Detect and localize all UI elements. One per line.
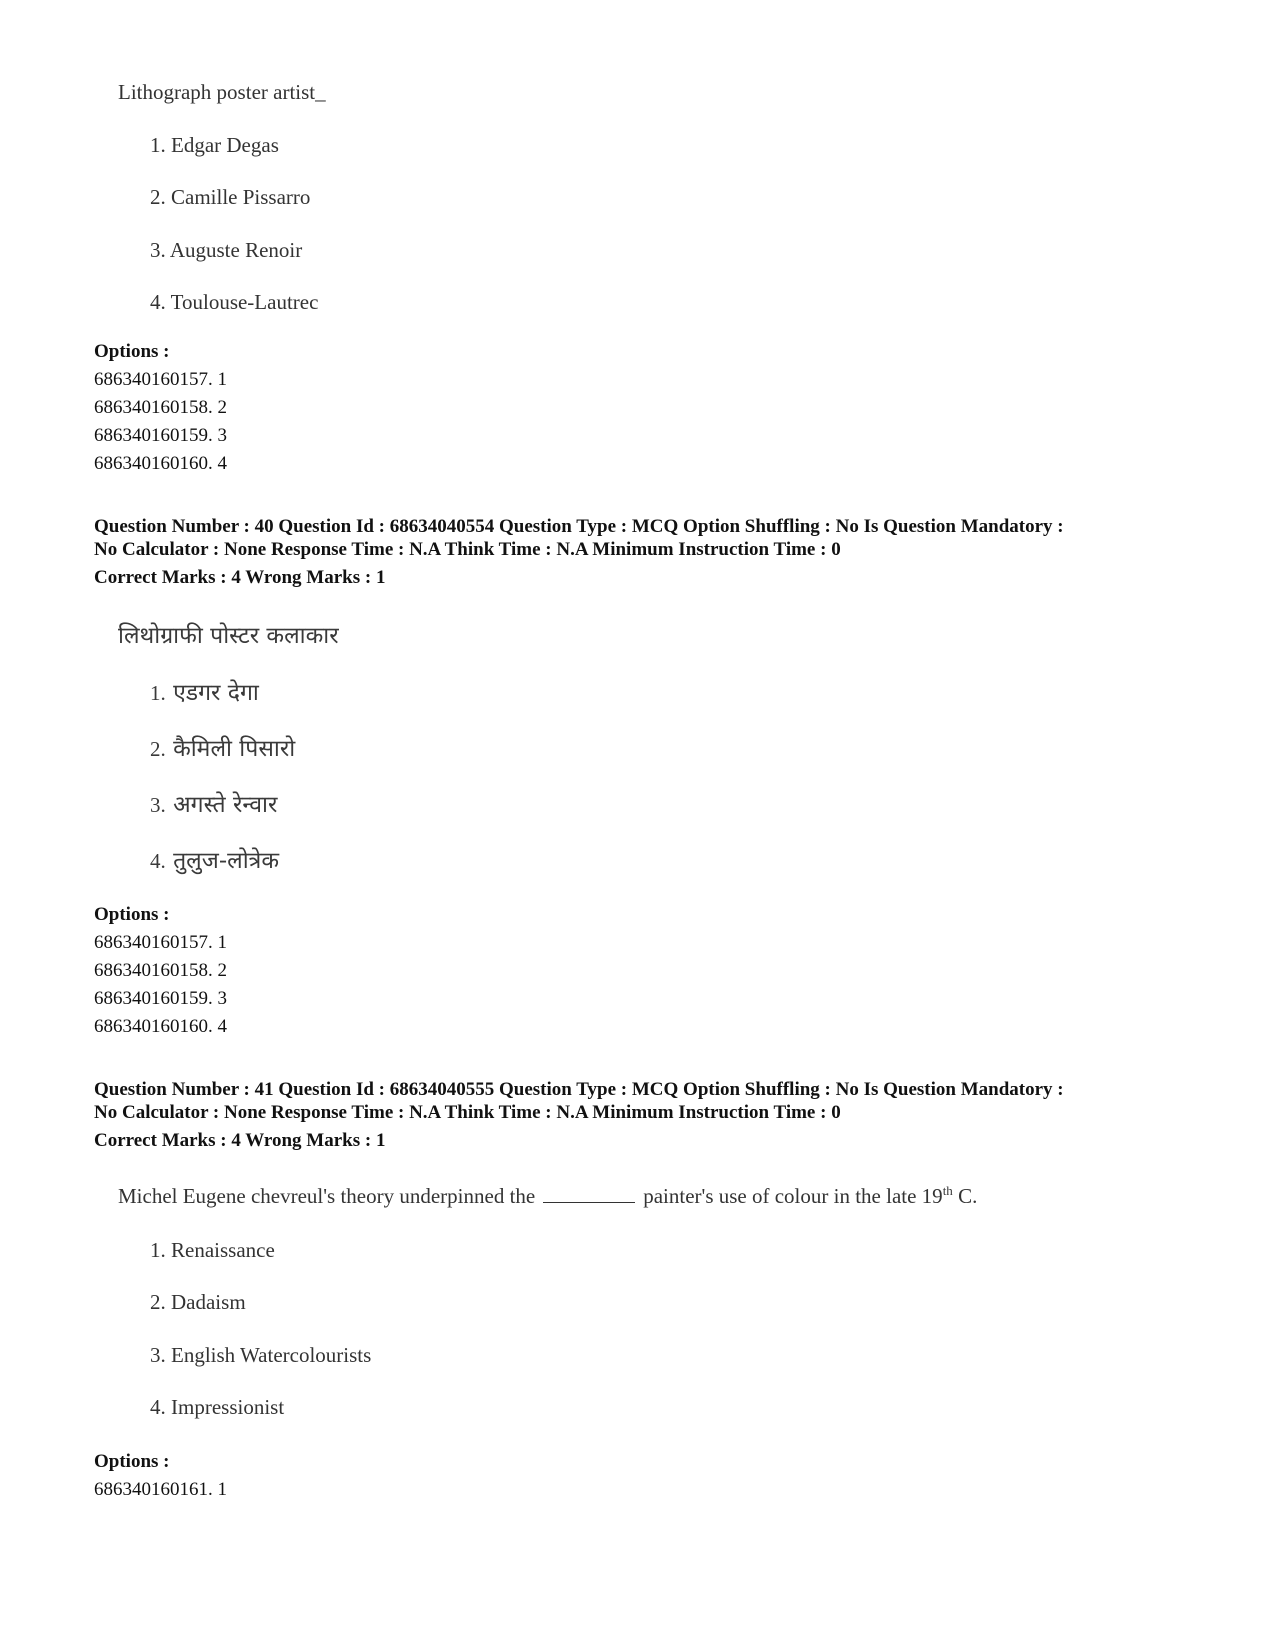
choice-item: 4. Toulouse-Lautrec xyxy=(150,290,319,314)
choice-item: 3. Auguste Renoir xyxy=(150,238,303,262)
choice-item xyxy=(150,675,259,707)
choice-number: 2. xyxy=(150,737,166,761)
option-row: 686340160158. 2 xyxy=(94,960,227,981)
option-row: 686340160159. 3 xyxy=(94,988,227,1009)
option-row: 686340160158. 2 xyxy=(94,397,227,418)
question-text-part: painter's use of colour in the late 19 xyxy=(643,1184,943,1208)
question-text xyxy=(118,1183,977,1209)
question-text-part: C. xyxy=(952,1184,978,1208)
option-row: 686340160157. 1 xyxy=(94,932,227,953)
options-label: Options : xyxy=(94,904,170,925)
option-row: 686340160160. 4 xyxy=(94,1016,227,1037)
question-meta: Question Number : 40 Question Id : 68634040554 Question Type : MCQ Option Shuffling : No Is Question Mandatory : xyxy=(94,516,1064,537)
marks-line: Correct Marks : 4 Wrong Marks : 1 xyxy=(94,1130,386,1151)
options-label: Options : xyxy=(94,341,170,362)
choice-number: 1. xyxy=(150,681,166,705)
question-text-part: Michel Eugene chevreul's theory underpinned the xyxy=(118,1184,536,1208)
choice-number: 4. xyxy=(150,849,166,873)
question-meta: No Calculator : None Response Time : N.A Think Time : N.A Minimum Instruction Time : 0 xyxy=(94,539,841,560)
choice-item xyxy=(150,787,277,819)
question-text: लिथोग्राफी पोस्टर कलाकार xyxy=(118,623,339,649)
choice-label: तुलुज-लोत्रेक xyxy=(173,848,280,874)
superscript: th xyxy=(942,1183,953,1198)
choice-label: कैमिली पिसारो xyxy=(173,736,296,762)
choice-item xyxy=(150,843,279,875)
choice-item: 2. Dadaism xyxy=(150,1290,246,1314)
choice-number: 3. xyxy=(150,793,166,817)
question-text: Lithograph poster artist_ xyxy=(118,80,326,104)
choice-label: अगस्ते रेन्वार xyxy=(173,792,278,818)
option-row: 686340160161. 1 xyxy=(94,1479,227,1500)
choice-item: 2. Camille Pissarro xyxy=(150,185,311,209)
choice-item: 1. Renaissance xyxy=(150,1238,275,1262)
choice-item: 4. Impressionist xyxy=(150,1395,285,1419)
option-row: 686340160160. 4 xyxy=(94,453,227,474)
fill-in-blank xyxy=(543,1201,635,1203)
choice-item: 1. Edgar Degas xyxy=(150,133,279,157)
choice-item xyxy=(150,731,295,763)
question-meta: No Calculator : None Response Time : N.A Think Time : N.A Minimum Instruction Time : 0 xyxy=(94,1102,841,1123)
options-label: Options : xyxy=(94,1451,170,1472)
choice-label: एडगर देगा xyxy=(173,680,259,706)
marks-line: Correct Marks : 4 Wrong Marks : 1 xyxy=(94,567,386,588)
question-meta: Question Number : 41 Question Id : 68634040555 Question Type : MCQ Option Shuffling : No Is Question Mandatory : xyxy=(94,1079,1064,1100)
option-row: 686340160157. 1 xyxy=(94,369,227,390)
choice-item: 3. English Watercolourists xyxy=(150,1343,372,1367)
option-row: 686340160159. 3 xyxy=(94,425,227,446)
